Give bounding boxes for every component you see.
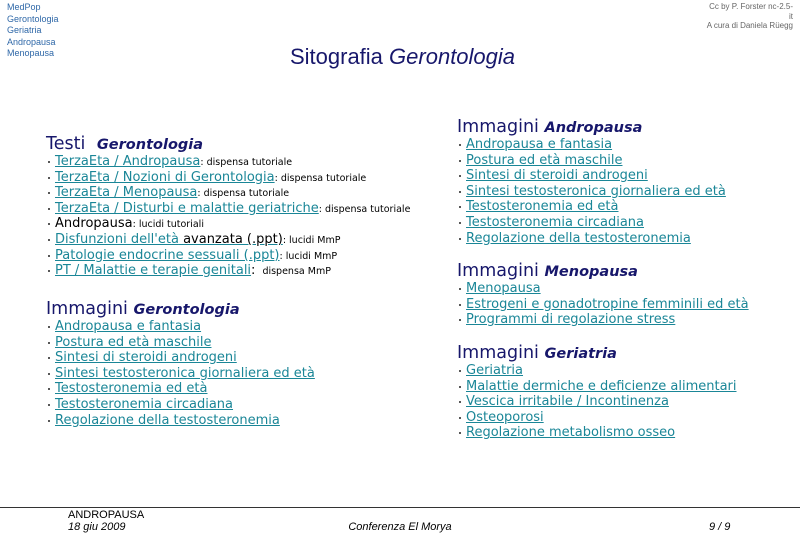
nav-link-gerontologia[interactable]: Gerontologia	[7, 13, 59, 24]
heading-label: Immagini	[457, 343, 539, 363]
link-terzaeta-menopausa[interactable]: TerzaEta / Menopausa	[55, 185, 198, 201]
bullet-icon	[48, 255, 50, 257]
link-list	[457, 281, 749, 328]
link-malattie-dermiche[interactable]: Malattie dermiche e deficienze alimentari	[466, 378, 737, 394]
link-sintesi-steroidi[interactable]: Sintesi di steroidi androgeni	[55, 350, 237, 366]
bullet-icon	[48, 161, 50, 163]
link-geriatria[interactable]: Geriatria	[466, 363, 524, 378]
license-line-1: Cc by P. Forster nc-2.5-	[709, 2, 793, 11]
list-item	[46, 216, 410, 232]
list-item	[46, 413, 315, 429]
list-item	[46, 232, 410, 248]
heading-label: Testi	[46, 134, 86, 154]
section-testi-gerontologia	[46, 134, 410, 279]
section-immagini-geriatria	[457, 343, 737, 441]
list-item	[457, 410, 737, 426]
link-testosteronemia-circadiana[interactable]: Testosteronemia circadiana	[466, 214, 645, 230]
link-regolazione-testosteronemia[interactable]: Regolazione della testosteronemia	[55, 412, 280, 428]
bullet-icon	[459, 401, 461, 403]
bullet-icon	[459, 222, 461, 224]
list-item	[46, 154, 410, 170]
link-pt-malattie-genitali[interactable]: PT / Malattie e terapie genitali	[55, 263, 252, 279]
title-topic: Gerontologia	[389, 44, 516, 69]
list-item	[457, 168, 726, 184]
section-immagini-menopausa	[457, 261, 749, 328]
bullet-icon	[48, 373, 50, 375]
list-item	[46, 248, 410, 264]
item-label-andropausa: Andropausa	[55, 216, 133, 232]
bullet-icon	[459, 206, 461, 208]
heading-topic: Geriatria	[544, 346, 617, 362]
link-sintesi-testosteronica[interactable]: Sintesi testosteronica giornaliera ed età	[466, 183, 726, 199]
footer-divider	[0, 507, 800, 508]
bullet-icon	[48, 404, 50, 406]
footer-page-number: 9 / 9	[709, 521, 731, 533]
nav-link-menopausa[interactable]: Menopausa	[7, 48, 55, 58]
section-heading	[457, 343, 737, 363]
section-heading	[46, 299, 315, 319]
list-item	[46, 263, 410, 279]
list-item	[46, 366, 315, 382]
list-item	[457, 297, 749, 313]
link-postura-eta-maschile[interactable]: Postura ed età maschile	[466, 152, 623, 168]
link-patologie-endocrine[interactable]: Patologie endocrine sessuali (.ppt)	[55, 247, 280, 263]
section-immagini-andropausa	[457, 117, 726, 246]
curator-credit: A cura di Daniela Rüegg	[706, 21, 793, 31]
link-testosteronemia-eta[interactable]: Testosteronemia ed età	[55, 381, 208, 397]
list-item	[457, 363, 737, 379]
heading-label: Immagini	[457, 117, 539, 137]
bullet-icon	[459, 304, 461, 306]
list-item	[457, 425, 737, 441]
bullet-icon	[48, 326, 50, 328]
bullet-icon	[48, 239, 50, 241]
section-heading	[457, 261, 749, 281]
list-item	[46, 350, 315, 366]
bullet-icon	[48, 223, 50, 225]
link-postura-eta-maschile[interactable]: Postura ed età maschile	[55, 334, 212, 350]
bullet-icon	[459, 191, 461, 193]
bullet-icon	[459, 370, 461, 372]
list-item	[457, 137, 726, 153]
link-text-tail: avanzata (.ppt)	[178, 231, 283, 247]
list-item	[46, 170, 410, 186]
section-heading	[457, 117, 726, 137]
bullet-icon	[459, 319, 461, 321]
list-item	[457, 215, 726, 231]
list-item	[457, 281, 749, 297]
bullet-icon	[459, 160, 461, 162]
item-note: : dispensa tutoriale	[274, 172, 367, 184]
footer-date: 18 giu 2009	[68, 521, 126, 533]
bullet-icon	[48, 192, 50, 194]
item-note: : dispensa tutoriale	[197, 188, 290, 200]
heading-label: Immagini	[457, 261, 539, 281]
list-item	[46, 185, 410, 201]
link-testosteronemia-circadiana[interactable]: Testosteronemia circadiana	[55, 396, 234, 412]
item-separator: :	[251, 263, 256, 279]
nav-link-medpop[interactable]: MedPop	[7, 2, 41, 12]
section-heading	[46, 134, 410, 154]
bullet-icon	[48, 388, 50, 390]
link-list	[46, 319, 315, 428]
list-item	[457, 184, 726, 200]
link-estrogeni-gonadotropine[interactable]: Estrogeni e gonadotropine femminili ed età	[466, 296, 749, 312]
bullet-icon	[459, 386, 461, 388]
item-note: : dispensa tutoriale	[318, 203, 411, 215]
link-terzaeta-disturbi-malattie[interactable]: TerzaEta / Disturbi e malattie geriatriche	[55, 200, 319, 216]
list-item	[46, 335, 315, 351]
list-item	[457, 394, 737, 410]
title-main: Sitografia	[289, 44, 383, 69]
bullet-icon	[48, 342, 50, 344]
link-list	[457, 137, 726, 246]
bullet-icon	[48, 208, 50, 210]
bullet-icon	[48, 357, 50, 359]
link-regolazione-metabolismo-osseo[interactable]: Regolazione metabolismo osseo	[466, 425, 676, 441]
credits	[707, 2, 793, 31]
bullet-icon	[459, 288, 461, 290]
bullet-icon	[48, 420, 50, 422]
bullet-icon	[459, 238, 461, 240]
item-note: : lucidi MmP	[282, 234, 341, 246]
link-terzaeta-nozioni-gerontologia[interactable]: TerzaEta / Nozioni di Gerontologia	[55, 169, 275, 185]
footer-section-name: ANDROPAUSA	[68, 509, 145, 521]
link-osteoporosi[interactable]: Osteoporosi	[466, 409, 544, 425]
link-testosteronemia-eta[interactable]: Testosteronemia ed età	[466, 199, 619, 215]
list-item	[457, 199, 726, 215]
nav-link-andropausa[interactable]: Andropausa	[7, 36, 56, 47]
bullet-icon	[459, 417, 461, 419]
list-item	[457, 231, 726, 247]
page-title	[0, 43, 800, 71]
link-vescica-irritabile[interactable]: Vescica irritabile / Incontinenza	[466, 394, 669, 410]
bullet-icon	[48, 270, 50, 272]
heading-topic: Gerontologia	[133, 302, 240, 318]
license-line-2: it	[789, 11, 793, 21]
bullet-icon	[48, 177, 50, 179]
item-note: : lucidi MmP	[279, 250, 338, 262]
list-item	[457, 312, 749, 328]
link-list	[46, 154, 410, 279]
heading-topic: Gerontologia	[96, 137, 204, 153]
list-item	[46, 381, 315, 397]
link-andropausa-fantasia[interactable]: Andropausa e fantasia	[466, 137, 613, 152]
list-item	[457, 379, 737, 395]
link-programmi-regolazione-stress[interactable]: Programmi di regolazione stress	[466, 312, 676, 328]
list-item	[46, 201, 410, 217]
link-regolazione-testosteronemia[interactable]: Regolazione della testosteronemia	[466, 230, 691, 246]
bullet-icon	[459, 175, 461, 177]
section-immagini-gerontologia	[46, 299, 315, 428]
nav-link-geriatria[interactable]: Geriatria	[7, 25, 42, 35]
link-sintesi-steroidi[interactable]: Sintesi di steroidi androgeni	[466, 168, 648, 184]
link-sintesi-testosteronica[interactable]: Sintesi testosteronica giornaliera ed età	[55, 365, 315, 381]
item-note: dispensa MmP	[262, 266, 331, 278]
list-item	[457, 153, 726, 169]
bullet-icon	[459, 144, 461, 146]
link-text: Disfunzioni dell'età	[55, 231, 179, 247]
link-disfunzioni-eta-avanzata[interactable]	[55, 232, 283, 247]
item-note: : dispensa tutoriale	[200, 157, 293, 168]
item-note: : lucidi tutoriali	[132, 219, 204, 231]
heading-topic: Andropausa	[544, 120, 643, 136]
link-menopausa[interactable]: Menopausa	[466, 281, 541, 296]
heading-label: Immagini	[46, 299, 128, 319]
bullet-icon	[459, 432, 461, 434]
footer-event: Conferenza El Morya	[348, 521, 452, 533]
link-terzaeta-andropausa[interactable]: TerzaEta / Andropausa	[55, 154, 201, 169]
link-list	[457, 363, 737, 441]
link-andropausa-fantasia[interactable]: Andropausa e fantasia	[55, 319, 202, 334]
heading-topic: Menopausa	[544, 264, 638, 280]
list-item	[46, 319, 315, 335]
list-item	[46, 397, 315, 413]
